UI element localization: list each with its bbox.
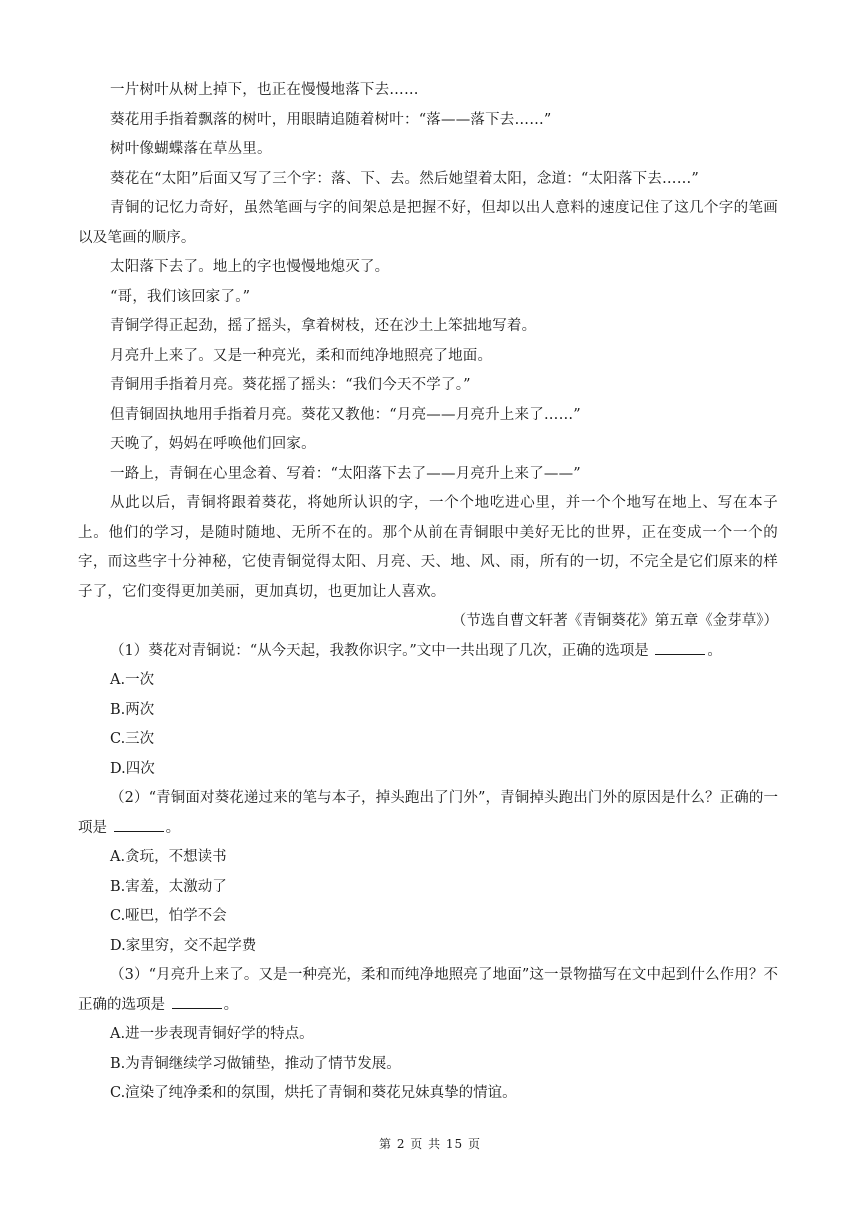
option: C.渲染了纯净柔和的氛围，烘托了青铜和葵花兄妹真挚的情谊。 bbox=[110, 1085, 517, 1101]
option: C.哑巴，怕学不会 bbox=[110, 908, 227, 924]
passage-paragraph: 青铜学得正起劲，摇了摇头，拿着树枝，还在沙土上笨拙地写着。 bbox=[110, 318, 537, 334]
page-footer: 第 2 页 共 15 页 bbox=[379, 1137, 481, 1151]
passage-paragraph: 树叶像蝴蝶落在草丛里。 bbox=[110, 141, 272, 157]
option: B.害羞，太激动了 bbox=[110, 878, 227, 895]
question-stem bbox=[78, 637, 778, 667]
option: B.为青铜继续学习做铺垫，推动了情节发展。 bbox=[110, 1055, 401, 1072]
option: A.贪玩，不想读书 bbox=[110, 849, 227, 865]
answer-blank[interactable] bbox=[114, 817, 164, 832]
option: D.四次 bbox=[110, 760, 155, 777]
option: A.一次 bbox=[110, 672, 155, 688]
question-stem bbox=[78, 961, 778, 1020]
passage-paragraph: “哥，我们该回家了。” bbox=[110, 288, 251, 305]
question-end: 。 bbox=[223, 996, 239, 1013]
option: A.进一步表现青铜好学的特点。 bbox=[110, 1026, 314, 1042]
passage-paragraph: 青铜用手指着月亮。葵花摇了摇头：“我们今天不学了。” bbox=[110, 377, 471, 393]
option: C.三次 bbox=[110, 731, 155, 747]
passage-paragraph: 一片树叶从树上掉下，也正在慢慢地落下去…… bbox=[110, 82, 419, 98]
passage-paragraph: 从此以后，青铜将跟着葵花，将她所认识的字，一个个地吃进心里，并一个个地写在地上、写在本子上。他们的学习，是随时随地、无所不在的。那个从前在青铜眼中美好无比的世界，正在变成一个一个的字，而这些字十分神秘，它使青铜觉得太阳、月亮、天、地、风、雨，所有的一切，不完全是它们原来的样子了，它们变得更加美丽，更加真切，也更加让人喜欢。 bbox=[78, 495, 778, 600]
passage-paragraph: 太阳落下去了。地上的字也慢慢地熄灭了。 bbox=[110, 259, 390, 275]
source-citation: （节选自曹文轩著《青铜葵花》第五章《金芽草》） bbox=[451, 613, 778, 629]
question-2 bbox=[78, 784, 778, 961]
passage bbox=[78, 76, 778, 607]
passage-paragraph: 青铜的记忆力奇好，虽然笔画与字的间架总是把握不好，但却以出人意料的速度记住了这几个字的笔画以及笔画的顺序。 bbox=[78, 200, 778, 246]
passage-paragraph: 天晚了，妈妈在呼唤他们回家。 bbox=[110, 436, 316, 452]
passage-paragraph: 月亮升上来了。又是一种亮光，柔和而纯净地照亮了地面。 bbox=[110, 347, 493, 364]
question-1 bbox=[78, 637, 778, 785]
option: D.家里穷，交不起学费 bbox=[110, 937, 257, 954]
passage-paragraph: 但青铜固执地用手指着月亮。葵花又教他：“月亮——月亮升上来了……” bbox=[110, 406, 581, 423]
question-text: （3）“月亮升上来了。又是一种亮光，柔和而纯净地照亮了地面”这一景物描写在文中起到什么作用？不正确的选项是 bbox=[78, 967, 778, 1013]
question-3 bbox=[78, 961, 778, 1109]
question-end: 。 bbox=[707, 642, 722, 659]
option: B.两次 bbox=[110, 701, 155, 718]
passage-paragraph: 一路上，青铜在心里念着、写着：“太阳落下去了——月亮升上来了——” bbox=[110, 465, 581, 482]
question-text: （1）葵花对青铜说：“从今天起，我教你识字。”文中一共出现了几次，正确的选项是 bbox=[110, 642, 649, 659]
page-content bbox=[78, 76, 778, 1109]
question-stem bbox=[78, 784, 778, 843]
passage-paragraph: 葵花用手指着飘落的树叶，用眼睛追随着树叶：“落——落下去……” bbox=[110, 111, 552, 128]
answer-blank[interactable] bbox=[172, 994, 222, 1009]
passage-paragraph: 葵花在“太阳”后面又写了三个字：落、下、去。然后她望着太阳，念道：“太阳落下去……” bbox=[110, 170, 700, 187]
answer-blank[interactable] bbox=[655, 640, 705, 655]
question-text: （2）“青铜面对葵花递过来的笔与本子，掉头跑出了门外”，青铜掉头跑出门外的原因是什么？正确的一项是 bbox=[78, 790, 778, 836]
question-end: 。 bbox=[165, 819, 181, 836]
